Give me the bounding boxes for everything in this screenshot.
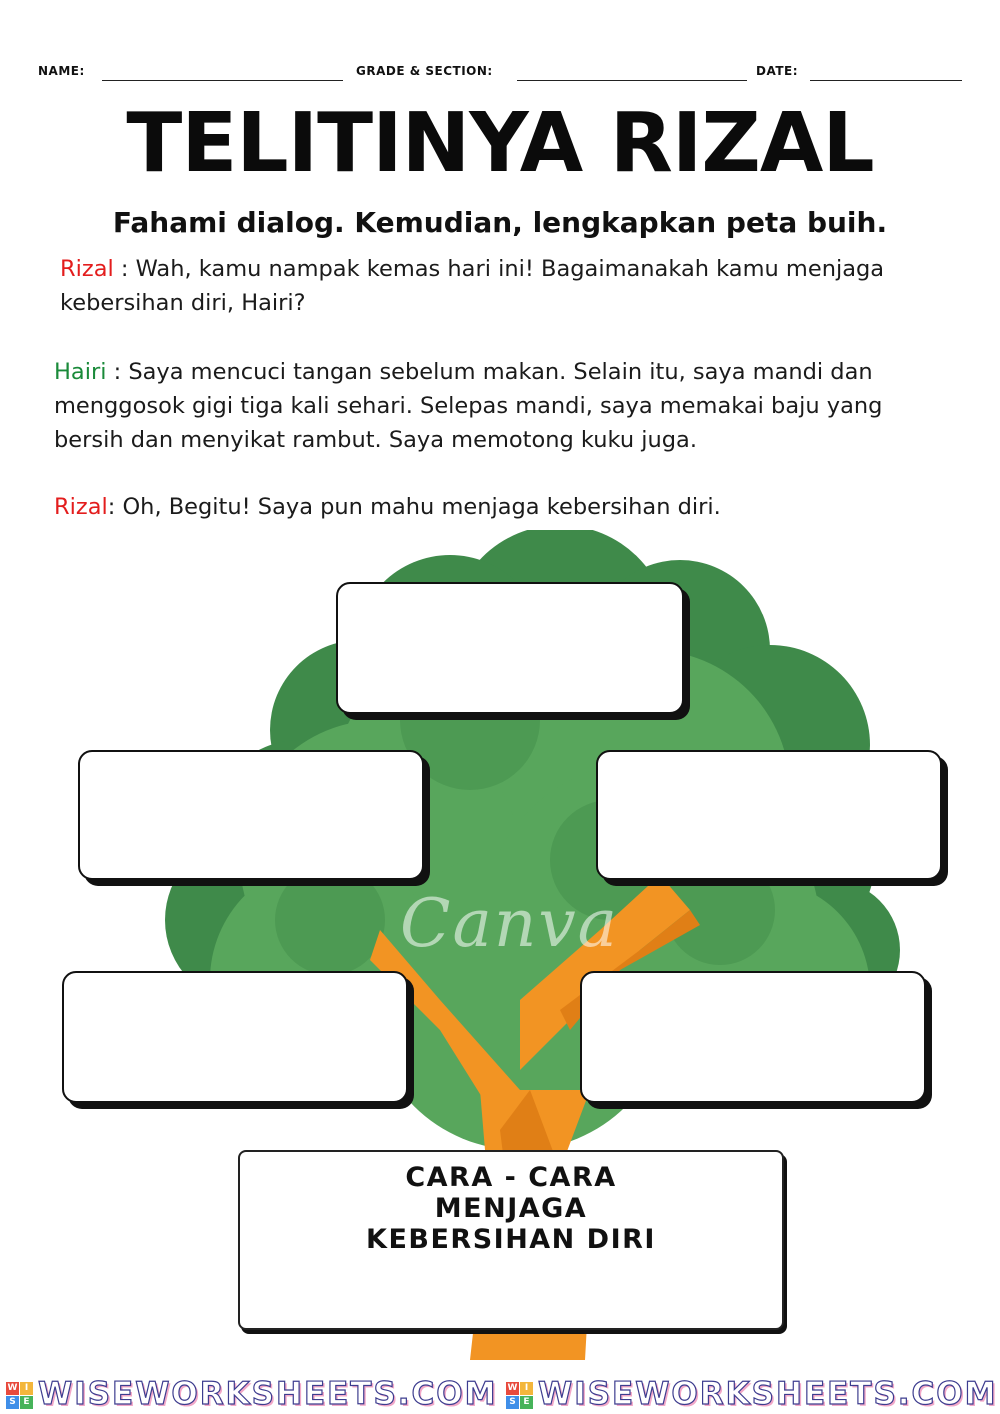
date-label: DATE: — [756, 64, 798, 78]
footer-watermark — [0, 1376, 1000, 1414]
footer-site-text: WISEWORKSHEETS.COM — [38, 1376, 498, 1412]
name-field[interactable] — [102, 80, 343, 81]
canva-watermark: Canva — [400, 885, 619, 962]
grade-label: GRADE & SECTION: — [356, 64, 493, 78]
dialog-line-3: Rizal: Oh, Begitu! Saya pun mahu menjaga kebersihan diri. — [54, 494, 721, 520]
page-title: TELITINYA RIZAL — [126, 96, 874, 191]
bubble-box-mid-right[interactable] — [596, 750, 942, 880]
bubble-box-top[interactable] — [336, 582, 684, 714]
grade-field[interactable] — [517, 80, 747, 81]
speaker-rizal: Rizal — [60, 256, 114, 282]
dialog-line-2: Hairi : Saya mencuci tangan sebelum makan. Selain itu, saya mandi dan menggosok gigi tiga kali sehari. Selepas mandi, saya memakai baju yang bersih dan menyikat rambut. Saya memotong kuku juga. — [54, 359, 883, 453]
speaker-rizal: Rizal — [54, 494, 108, 520]
name-label: NAME: — [38, 64, 85, 78]
bubble-box-mid-left[interactable] — [78, 750, 424, 880]
central-topic-line-2: MENJAGA — [434, 1193, 588, 1224]
header-fields — [38, 64, 962, 84]
central-topic-line-3: KEBERSIHAN DIRI — [366, 1224, 656, 1255]
central-topic-box — [238, 1150, 784, 1330]
logo-icon: W I S E — [506, 1382, 534, 1410]
date-field[interactable] — [810, 80, 962, 81]
dialog-text: Wah, kamu nampak kemas hari ini! Bagaimanakah kamu menjaga kebersihan diri, Hairi? — [60, 256, 885, 316]
footer-site-text: WISEWORKSHEETS.COM — [538, 1376, 998, 1412]
logo-icon: W I S E — [6, 1382, 34, 1410]
dialog-text: Oh, Begitu! Saya pun mahu menjaga kebersihan diri. — [122, 494, 721, 520]
dialog-text: Saya mencuci tangan sebelum makan. Selain itu, saya mandi dan menggosok gigi tiga kali sehari. Selepas mandi, saya memakai baju yang bersih dan menyikat rambut. Saya memotong kuku juga. — [54, 359, 883, 453]
dialog-line-1: Rizal : Wah, kamu nampak kemas hari ini! Bagaimanakah kamu menjaga kebersihan diri, Hairi? — [60, 256, 885, 316]
central-topic-line-1: CARA - CARA — [405, 1162, 617, 1193]
instructions: Fahami dialog. Kemudian, lengkapkan peta buih. — [112, 206, 888, 239]
speaker-hairi: Hairi — [54, 359, 107, 385]
bubble-box-bottom-right[interactable] — [580, 971, 926, 1103]
bubble-box-bottom-left[interactable] — [62, 971, 408, 1103]
